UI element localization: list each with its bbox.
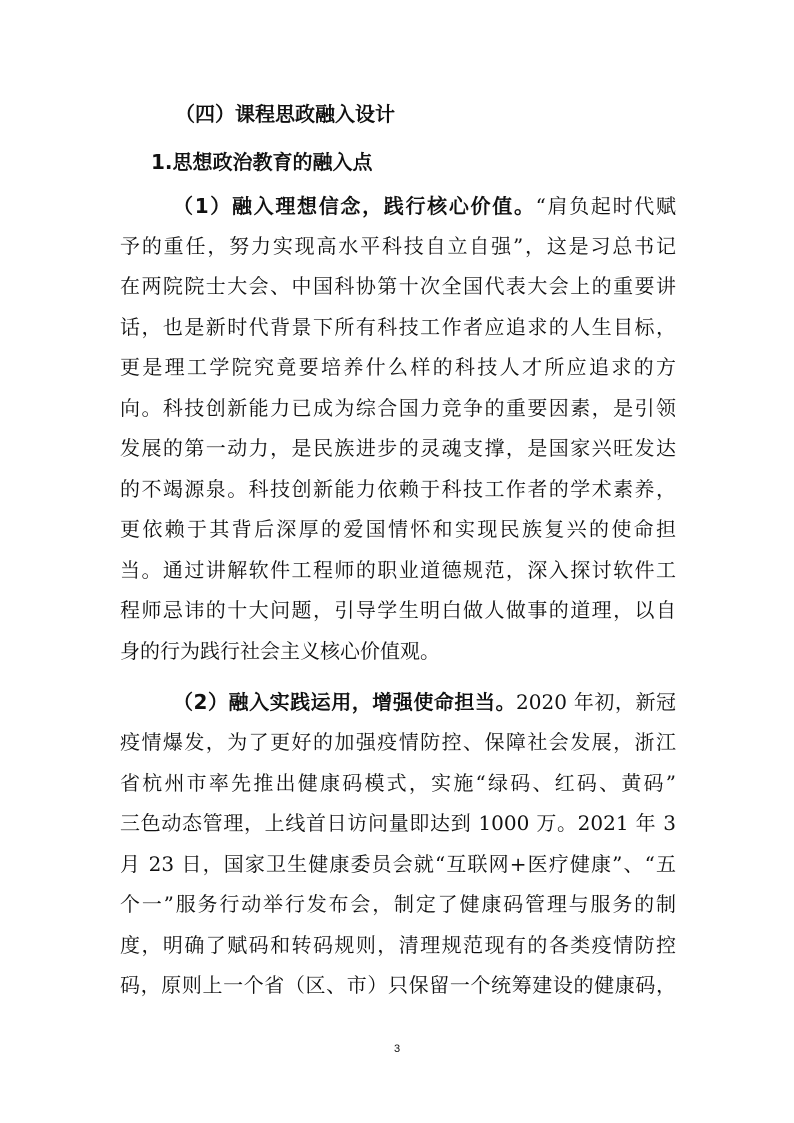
paragraph-line <box>173 192 676 220</box>
paragraph-line: 向。科技创新能力已成为综合国力竞争的重要因素，是引领 <box>120 396 676 420</box>
paragraph-line: 予的重任，努力实现高水平科技自立自强”，这是习总书记 <box>120 234 676 258</box>
paragraph-lead: （2）融入实践运用，增强使命担当。 <box>173 690 517 714</box>
paragraph-line: 当。通过讲解软件工程师的职业道德规范，深入探讨软件工 <box>120 558 676 582</box>
page-number: 3 <box>393 1043 401 1055</box>
paragraph-lead: （1）融入理想信念，践行核心价值。 <box>173 194 536 218</box>
paragraph-text: “肩负起时代赋 <box>535 194 676 218</box>
paragraph-line: 度，明确了赋码和转码规则，清理规范现有的各类疫情防控 <box>120 933 676 957</box>
paragraph-line: 发展的第一动力，是民族进步的灵魂支撑，是国家兴旺发达 <box>120 436 676 460</box>
paragraph-line: 程师忌讳的十大问题，引导学生明白做人做事的道理，以自 <box>120 598 676 622</box>
paragraph-line: 在两院院士大会、中国科协第十次全国代表大会上的重要讲 <box>120 274 676 298</box>
paragraph-line <box>173 688 676 716</box>
paragraph-line: 月 23 日，国家卫生健康委员会就“互联网+医疗健康”、“五 <box>120 852 676 876</box>
paragraph-line: 身的行为践行社会主义核心价值观。 <box>120 639 440 663</box>
paragraph-line: 更是理工学院究竟要培养什么样的科技人才所应追求的方 <box>120 355 676 379</box>
paragraph-line: 三色动态管理，上线首日访问量即达到 1000 万。2021 年 3 <box>120 811 676 835</box>
section-heading: （四）课程思政融入设计 <box>175 102 395 126</box>
paragraph-line: 更依赖于其背后深厚的爱国情怀和实现民族复兴的使命担 <box>120 517 676 541</box>
paragraph-line: 码，原则上一个省（区、市）只保留一个统筹建设的健康码， <box>120 973 676 997</box>
subsection-heading: 1.思想政治教育的融入点 <box>151 150 373 174</box>
paragraph-text: 2020 年初，新冠 <box>516 690 676 714</box>
paragraph-line: 的不竭源泉。科技创新能力依赖于科技工作者的学术素养， <box>120 477 676 501</box>
paragraph-line: 疫情爆发，为了更好的加强疫情防控、保障社会发展，浙江 <box>120 730 676 754</box>
paragraph-line: 个一”服务行动举行发布会，制定了健康码管理与服务的制 <box>120 892 676 916</box>
paragraph-line: 话，也是新时代背景下所有科技工作者应追求的人生目标， <box>120 315 676 339</box>
paragraph-line: 省杭州市率先推出健康码模式，实施“绿码、红码、黄码” <box>120 771 676 795</box>
